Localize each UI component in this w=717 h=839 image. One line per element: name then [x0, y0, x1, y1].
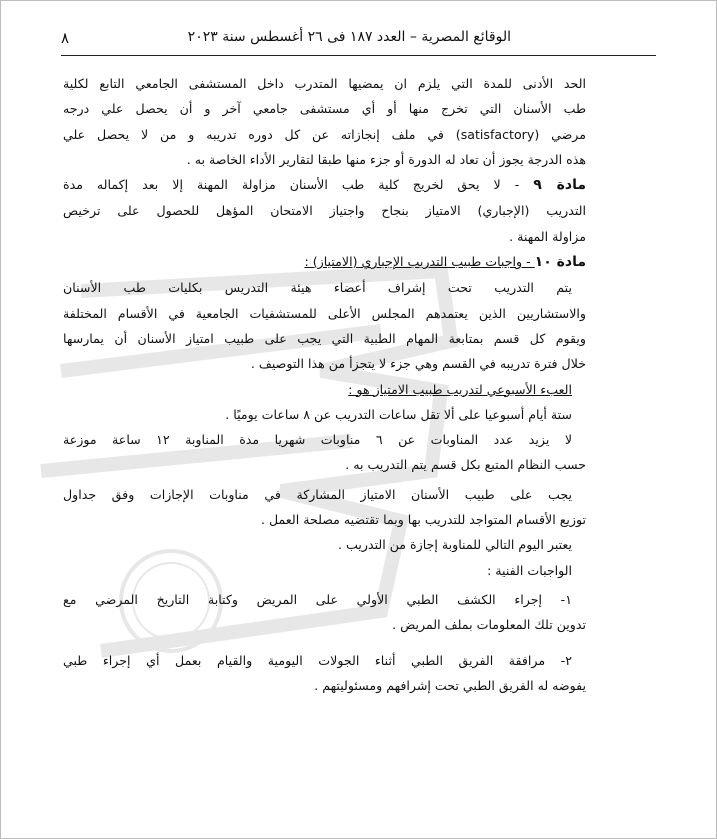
- text-line: مزاولة المهنة .: [509, 228, 586, 244]
- text-line: والاستشاريين الذين يعتمدهم المجلس الأعلى للمستشفيات الجامعية في الأقسام المختلفة: [63, 305, 586, 321]
- text-line: هذه الدرجة يجوز أن تعاد له الدورة أو جزء منها طبقا لتقارير الأداء الخاصة به .: [186, 151, 586, 167]
- page-header: [61, 29, 656, 55]
- text-line: مرضي (satisfactory) في ملف إنجازاته عن كل دوره تدريبه و من لا يحصل علي: [63, 126, 586, 142]
- text-line: التدريب (الإجباري) الامتياز بنجاح واجتياز الامتحان المؤهل للحصول على ترخيص: [63, 203, 586, 219]
- section-heading: الواجبات الفنية :: [487, 562, 572, 578]
- text-line: - لا يحق لخريج كلية طب الأسنان مزاولة المهنة إلا بعد إكماله مدة: [63, 177, 534, 193]
- text-line: توزيع الأقسام المتواجد للتدريب بها وبما تقتضيه مصلحة العمل .: [260, 512, 586, 528]
- text-line: يفوضه له الفريق الطبي تحت إشرافهم ومسئوليتهم .: [314, 677, 586, 693]
- text-line: تدوين تلك المعلومات بملف المريض .: [392, 617, 586, 633]
- text-line: حسب النظام المتبع بكل قسم يتم التدريب به .: [345, 457, 586, 473]
- text-line: ويقوم كل قسم بمتابعة المهام الطبية التي يجب على طبيب امتياز الأسنان أن يمارسها: [63, 330, 586, 346]
- article-9-line: [63, 172, 586, 198]
- text-line: يتم التدريب تحت إشراف أعضاء هيئة التدريس بكليات طب الأسنان: [63, 280, 572, 296]
- article-10-label: مادة ١٠: [534, 254, 586, 271]
- text-line: الحد الأدنى للمدة التي يلزم ان يمضيها المتدرب داخل المستشفى الجامعي التابع لكلية: [63, 76, 586, 91]
- article-9-label: مادة ٩: [533, 177, 586, 194]
- header-title: الوقائع المصرية – العدد ١٨٧ فى ٢٦ أغسطس سنة ٢٠٢٣: [187, 29, 511, 45]
- article-10-title: - واجبات طبيب التدريب الإجباري (الامتياز) :: [304, 254, 535, 270]
- section-heading: العبء الأسبوعي لتدريب طبيب الامتياز هو :: [348, 381, 572, 397]
- text-line: يعتبر اليوم التالي للمناوبة إجازة من التدريب .: [338, 537, 572, 553]
- document-body: [63, 71, 586, 698]
- text-line: خلال فترة تدريبه في القسم وهي جزء لا يتجزأ من هذا التوصيف .: [250, 356, 586, 372]
- text-line: طب الأسنان التي تخرج منها أو أي مستشفى جامعي آخر و أن يحصل علي درجه: [63, 101, 586, 117]
- text-line: ستة أيام أسبوعيا على ألا تقل ساعات التدريب عن ٨ ساعات يوميًا .: [225, 406, 572, 422]
- page-number: ٨: [61, 29, 70, 47]
- header-rule: [61, 55, 656, 56]
- text-line: ١- إجراء الكشف الطبي الأولي على المريض وكتابة التاريخ المرضي مع: [63, 591, 572, 607]
- text-line: لا يزيد عدد المناوبات عن ٦ مناوبات شهريا مدة المناوبة ١٢ ساعة موزعة: [63, 432, 573, 448]
- text-line: ٢- مرافقة الفريق الطبي أثناء الجولات اليومية والقيام بعمل أي إجراء طبي: [63, 652, 572, 668]
- text-line: يجب على طبيب الأسنان الامتياز المشاركة في مناوبات الإجازات وفق جداول: [63, 486, 572, 502]
- article-10-line: [63, 249, 586, 275]
